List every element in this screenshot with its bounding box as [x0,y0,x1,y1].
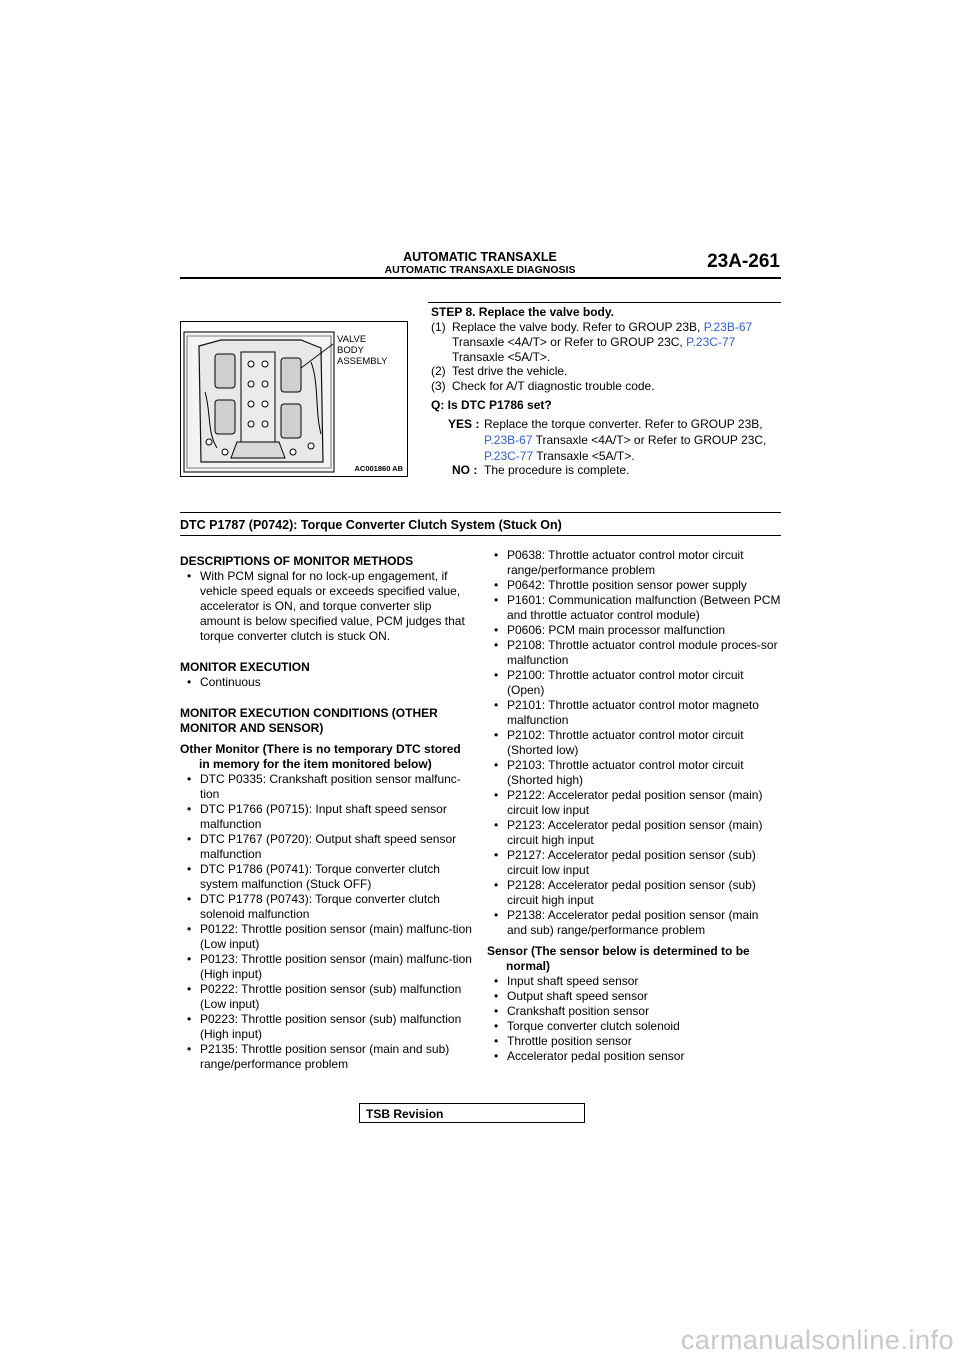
header-rule [180,277,781,279]
step-item2-text: Test drive the vehicle. [452,364,568,378]
dtc-title: DTC P1787 (P0742): Torque Converter Clutch System (Stuck On) [180,518,562,532]
link-yes-p23b-67[interactable]: P.23B-67 [484,433,533,447]
yes-label: YES : [448,417,480,431]
step-rule [428,302,781,303]
sensor-heading: Sensor (The sensor below is determined to be normal) [487,944,750,973]
dtc-rule-top [180,512,781,513]
yes-line1: Replace the torque converter. Refer to GROUP 23B, [484,417,763,431]
step-item1-text: Replace the valve body. Refer to GROUP 23B, [452,320,701,334]
conditions-heading: MONITOR EXECUTION CONDITIONS (OTHER MONITOR AND SENSOR) [180,706,438,735]
yes-line2-text: Transaxle <4A/T> or Refer to GROUP 23C, [535,433,767,447]
link-yes-p23c-77[interactable]: P.23C-77 [484,449,534,463]
step-item1-line3: Transaxle <5A/T>. [452,350,551,364]
list-item: • P2103: Throttle actuator control motor circuit (Shorted high) [487,758,781,788]
list-item: • P0638: Throttle actuator control motor circuit range/performance problem [487,548,781,578]
valve-body-illustration [181,322,407,476]
list-item: • P2138: Accelerator pedal position sensor (main and sub) range/performance problem [487,908,781,938]
list-item: • P0223: Throttle position sensor (sub) malfunction (High input) [180,1012,472,1042]
list-item: • P0123: Throttle position sensor (main) malfunc-tion (High input) [180,952,472,982]
list-item: • P2128: Accelerator pedal position sensor (sub) circuit high input [487,878,781,908]
list-item: • P2108: Throttle actuator control module proces-sor malfunction [487,638,781,668]
header-title: AUTOMATIC TRANSAXLE [403,250,557,264]
list-item: • P2100: Throttle actuator control motor circuit (Open) [487,668,781,698]
tsb-revision-box: TSB Revision [359,1103,585,1123]
header-subtitle: AUTOMATIC TRANSAXLE DIAGNOSIS [384,264,576,276]
sensor-list [487,974,781,1064]
other-monitor-list [180,772,472,1072]
list-item: • DTC P1767 (P0720): Output shaft speed sensor malfunction [180,832,472,862]
exec-list [180,675,472,690]
list-item: • P0606: PCM main processor malfunction [487,623,781,638]
list-item: • P2101: Throttle actuator control motor magneto malfunction [487,698,781,728]
list-item: • Crankshaft position sensor [487,1004,781,1019]
step-item2-number: (2) [431,364,446,378]
desc-list [180,569,472,644]
list-item: • With PCM signal for no lock-up engagement, if vehicle speed equals or exceeds specified value, accelerator is ON, and torque converter slip amount is below specified value, PCM judges that torque converter clutch is stuck ON. [180,569,472,644]
step-item1-number: (1) [431,320,446,334]
page-number: 23A-261 [707,251,780,272]
list-item: • P2135: Throttle position sensor (main and sub) range/performance problem [180,1042,472,1072]
step-item3-text: Check for A/T diagnostic trouble code. [452,379,655,393]
list-item: • DTC P0335: Crankshaft position sensor malfunc-tion [180,772,472,802]
no-label: NO : [452,463,478,477]
figure-label-body: BODY [337,345,364,356]
step-item1-text2: Transaxle <4A/T> or Refer to GROUP 23C, [452,335,683,349]
list-item: • P2123: Accelerator pedal position sensor (main) circuit high input [487,818,781,848]
step-item1-line1 [452,320,752,335]
list-item: • Throttle position sensor [487,1034,781,1049]
link-p23c-77[interactable]: P.23C-77 [686,335,736,349]
list-item: • P2102: Throttle actuator control motor circuit (Shorted low) [487,728,781,758]
list-item: • Output shaft speed sensor [487,989,781,1004]
step-item3-number: (3) [431,379,446,393]
yes-line2 [484,433,766,448]
step-question: Q: Is DTC P1786 set? [431,398,552,412]
list-item: • Continuous [180,675,472,690]
right-column [487,548,781,1064]
list-item: • P2122: Accelerator pedal position sensor (main) circuit low input [487,788,781,818]
figure-code: AC001860 AB [354,464,403,473]
list-item: • DTC P1778 (P0743): Torque converter clutch solenoid malfunction [180,892,472,922]
no-text: The procedure is complete. [484,463,630,477]
exec-heading: MONITOR EXECUTION [180,660,310,674]
list-item: • P0642: Throttle position sensor power supply [487,578,781,593]
list-item: • Torque converter clutch solenoid [487,1019,781,1034]
other-monitor-heading: Other Monitor (There is no temporary DTC stored in memory for the item monitored below) [180,742,461,771]
list-item: • P2127: Accelerator pedal position sensor (sub) circuit low input [487,848,781,878]
desc-heading: DESCRIPTIONS OF MONITOR METHODS [180,554,414,568]
list-item: • P1601: Communication malfunction (Between PCM and throttle actuator control module) [487,593,781,623]
list-item: • P0122: Throttle position sensor (main) malfunc-tion (Low input) [180,922,472,952]
watermark: carmanualsonline.info [680,1325,954,1355]
yes-line3-text: Transaxle <5A/T>. [536,449,635,463]
dtc-rule-bottom [180,535,781,536]
valve-body-figure [180,321,408,477]
left-column [180,554,472,1072]
step-item1-line2 [452,335,735,350]
figure-label-valve: VALVE [337,334,367,345]
yes-line3 [484,449,635,464]
monitor-list-continued [487,548,781,938]
list-item: • DTC P1786 (P0741): Torque converter clutch system malfunction (Stuck OFF) [180,862,472,892]
list-item: • Accelerator pedal position sensor [487,1049,781,1064]
link-p23b-67[interactable]: P.23B-67 [703,320,753,334]
list-item: • P0222: Throttle position sensor (sub) malfunction (Low input) [180,982,472,1012]
figure-label-assembly: ASSEMBLY [337,356,388,367]
list-item: • Input shaft speed sensor [487,974,781,989]
list-item: • DTC P1766 (P0715): Input shaft speed sensor malfunction [180,802,472,832]
step-title: STEP 8. Replace the valve body. [431,305,614,319]
